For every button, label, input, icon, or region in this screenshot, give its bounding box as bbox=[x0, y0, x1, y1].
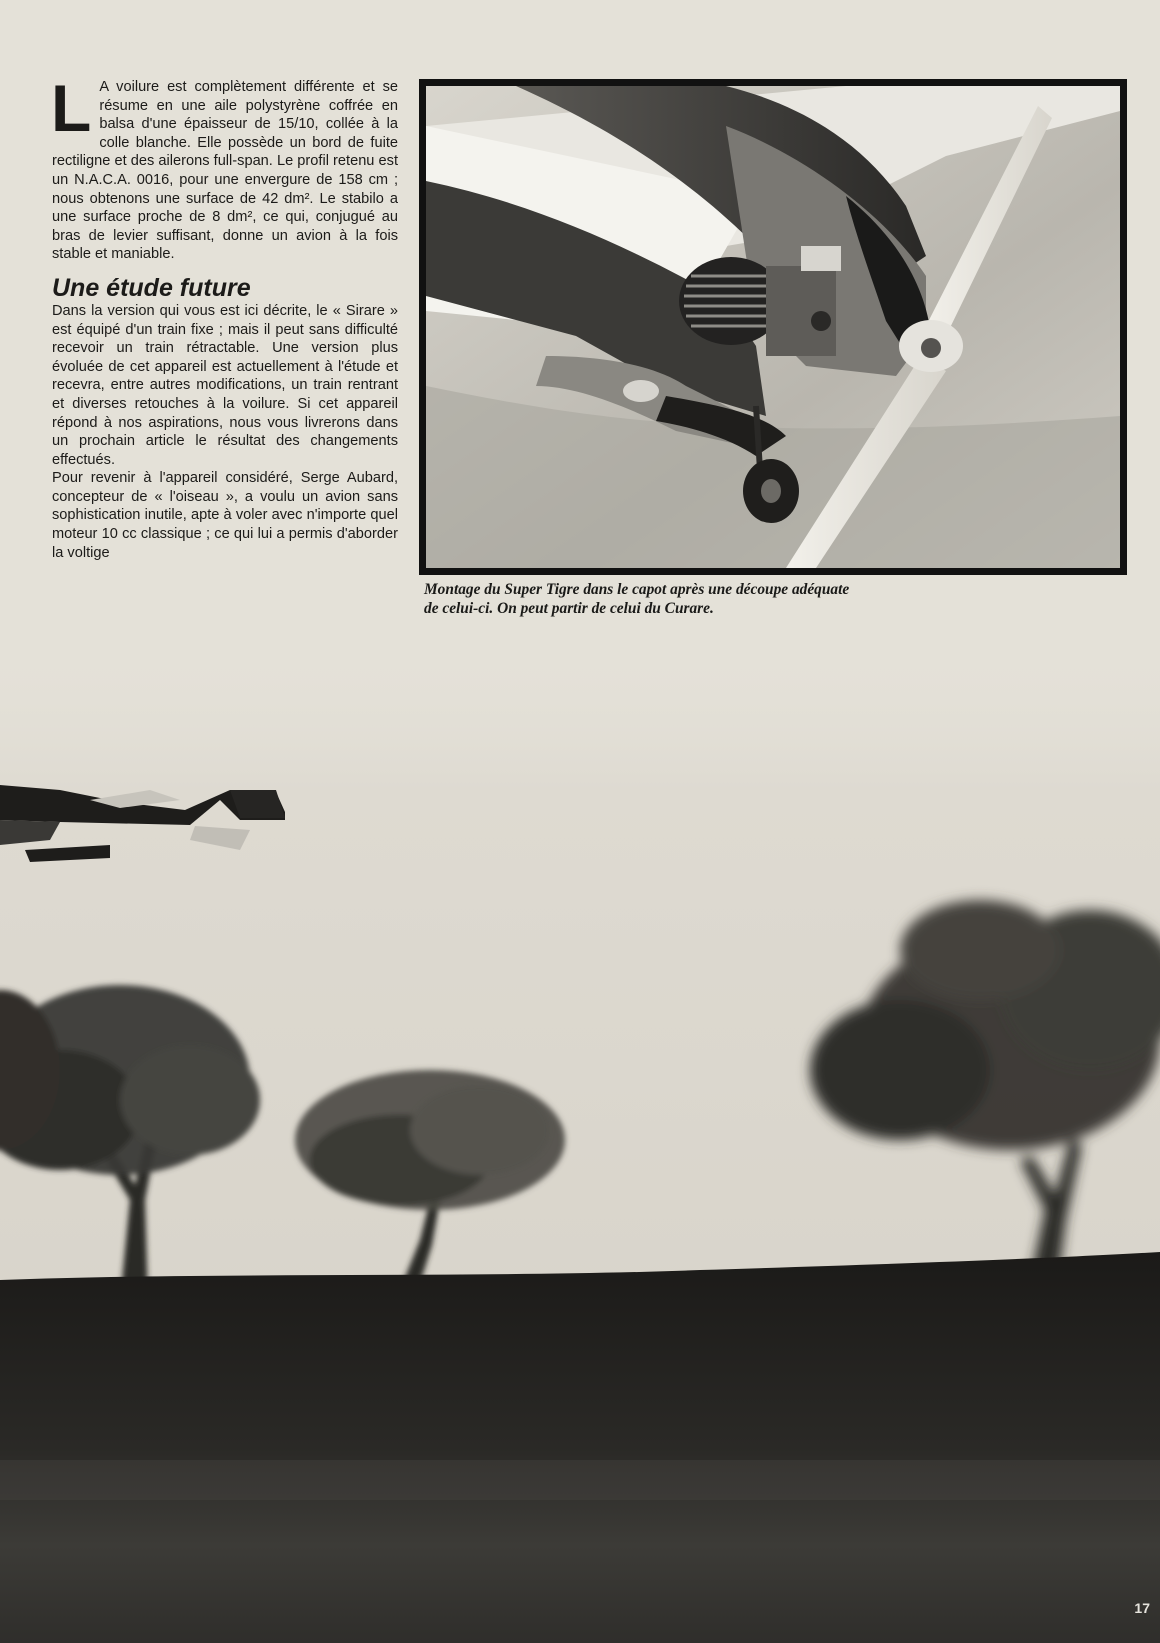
intro-paragraph bbox=[51, 71, 398, 264]
intro-text: A voilure est complètement différente et se résume en une aile polystyrène coffrée en balsa d'une épaisseur de 15/10, collée à la colle blanche. Elle possède un bord de fuite rectiligne et des ailerons full-span. Le profil retenu est un N.A.C.A. 0016, pour une envergure de 158 cm ; nous obtenons une surface de 42 dm². Le stabilo a une surface proche de 8 dm², ce qui, conjugué au bras de levier suffisant, donne un avion à la fois stable et maniable. bbox=[52, 79, 398, 263]
caption-line-1: Montage du Super Tigre dans le capot après une découpe adéquate bbox=[424, 581, 850, 598]
drop-cap: L bbox=[51, 71, 92, 145]
article-text-column bbox=[51, 71, 398, 562]
engine-photo bbox=[419, 79, 1127, 575]
engine-photo-illustration bbox=[426, 86, 1120, 568]
paragraph-1: Dans la version qui vous est ici décrite, le « Sirare » est équipé d'un train fixe ; mais il peut sans difficulté recevoir un train rétractable. Une version plus évoluée de cet appareil est actuellement à l'étude et recevra, entre autres modifications, un train rentrant et diverses retouches à la voilure. Si cet appareil répond à nos aspirations, nous vous livrerons dans un prochain article le résultat des changements effectués. bbox=[52, 302, 398, 468]
flight-photo bbox=[0, 640, 1160, 1643]
paragraph-2: Pour revenir à l'appareil considéré, Serge Aubard, concepteur de « l'oiseau », a voulu un avion sans sophistication inutile, apte à voler avec n'importe quel moteur 10 cc classique ; ce qui lui a permis d'aborder la voltige bbox=[52, 470, 398, 561]
photo-caption bbox=[424, 580, 954, 618]
flight-photo-illustration bbox=[0, 640, 1160, 1643]
page-number: 17 bbox=[1134, 1600, 1150, 1616]
section-heading: Une étude future bbox=[52, 273, 251, 302]
caption-line-2: de celui-ci. On peut partir de celui du Curare. bbox=[424, 600, 714, 617]
